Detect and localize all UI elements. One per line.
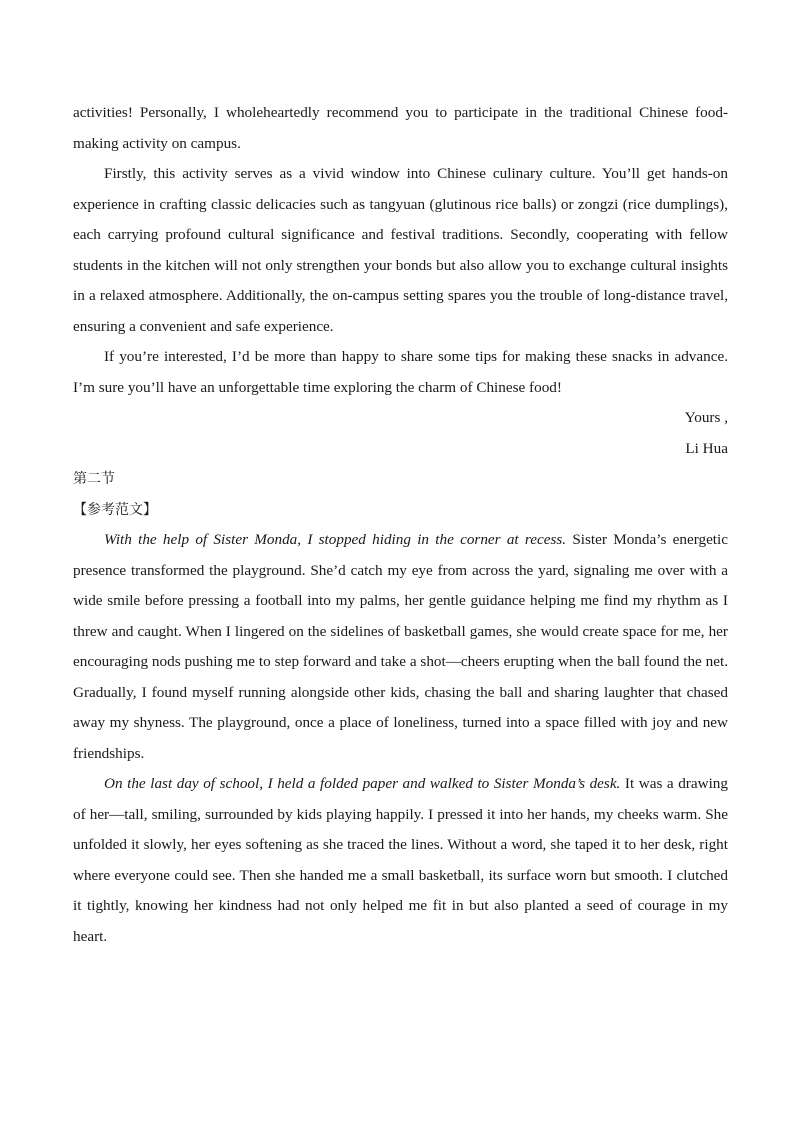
essay-paragraph-2-body: It was a drawing of her—tall, smiling, surrounded by kids playing happily. I pressed it into her hands, my cheeks warm. She unfolded it slowly, her eyes softening as she traced the lines. Without a word, she taped it to her desk, right where everyone could see. Then she handed me a small basketball, its surface worn but smooth. I clutched it tightly, knowing her kindness had not only helped me fit in but also planted a seed of courage in my heart.: [73, 775, 728, 945]
section-title: 第二节: [73, 471, 115, 487]
section-label: 【参考范文】: [73, 501, 157, 518]
essay-paragraph-2-opening: On the last day of school, I held a folded paper and walked to Sister Monda’s desk.: [104, 775, 621, 792]
essay-paragraph-1-body: Sister Monda’s energetic presence transformed the playground. She’d catch my eye from across the yard, signaling me over with a wide smile before pressing a football into my palms, her gentle guidance helping me find my rhythm as I threw and caught. When I lingered on the sidelines of basketball games, she would create space for me, her encouraging nods pushing me to step forward and take a shot—cheers erupting when the ball found the net. Gradually, I found myself running alongside other kids, chasing the ball and sharing laughter that chased away my shyness. The playground, once a place of loneliness, turned into a space filled with joy and new friendships.: [73, 531, 728, 762]
essay-paragraph-2: [73, 769, 728, 952]
document-page: [73, 98, 728, 952]
letter-paragraph-3: If you’re interested, I’d be more than happy to share some tips for making these snacks in advance. I’m sure you’ll have an unforgettable time exploring the charm of Chinese food!: [73, 348, 728, 396]
letter-closing: Yours ,: [684, 409, 728, 426]
letter-paragraph-1: activities! Personally, I wholeheartedly recommend you to participate in the traditional Chinese food-making activity on campus.: [73, 104, 728, 152]
letter-signature: Li Hua: [685, 439, 728, 457]
essay-paragraph-1: [73, 525, 728, 769]
letter-paragraph-2: Firstly, this activity serves as a vivid window into Chinese culinary culture. You’ll get hands-on experience in crafting classic delicacies such as tangyuan (glutinous rice balls) or zongzi (rice dumplings), each carrying profound cultural significance and festival traditions. Secondly, cooperating with fellow students in the kitchen will not only strengthen your bonds but also allow you to exchange cultural insights in a relaxed atmosphere. Additionally, the on-campus setting spares you the trouble of long-distance travel, ensuring a convenient and safe experience.: [73, 165, 728, 335]
essay-paragraph-1-opening: With the help of Sister Monda, I stopped hiding in the corner at recess.: [104, 531, 567, 548]
